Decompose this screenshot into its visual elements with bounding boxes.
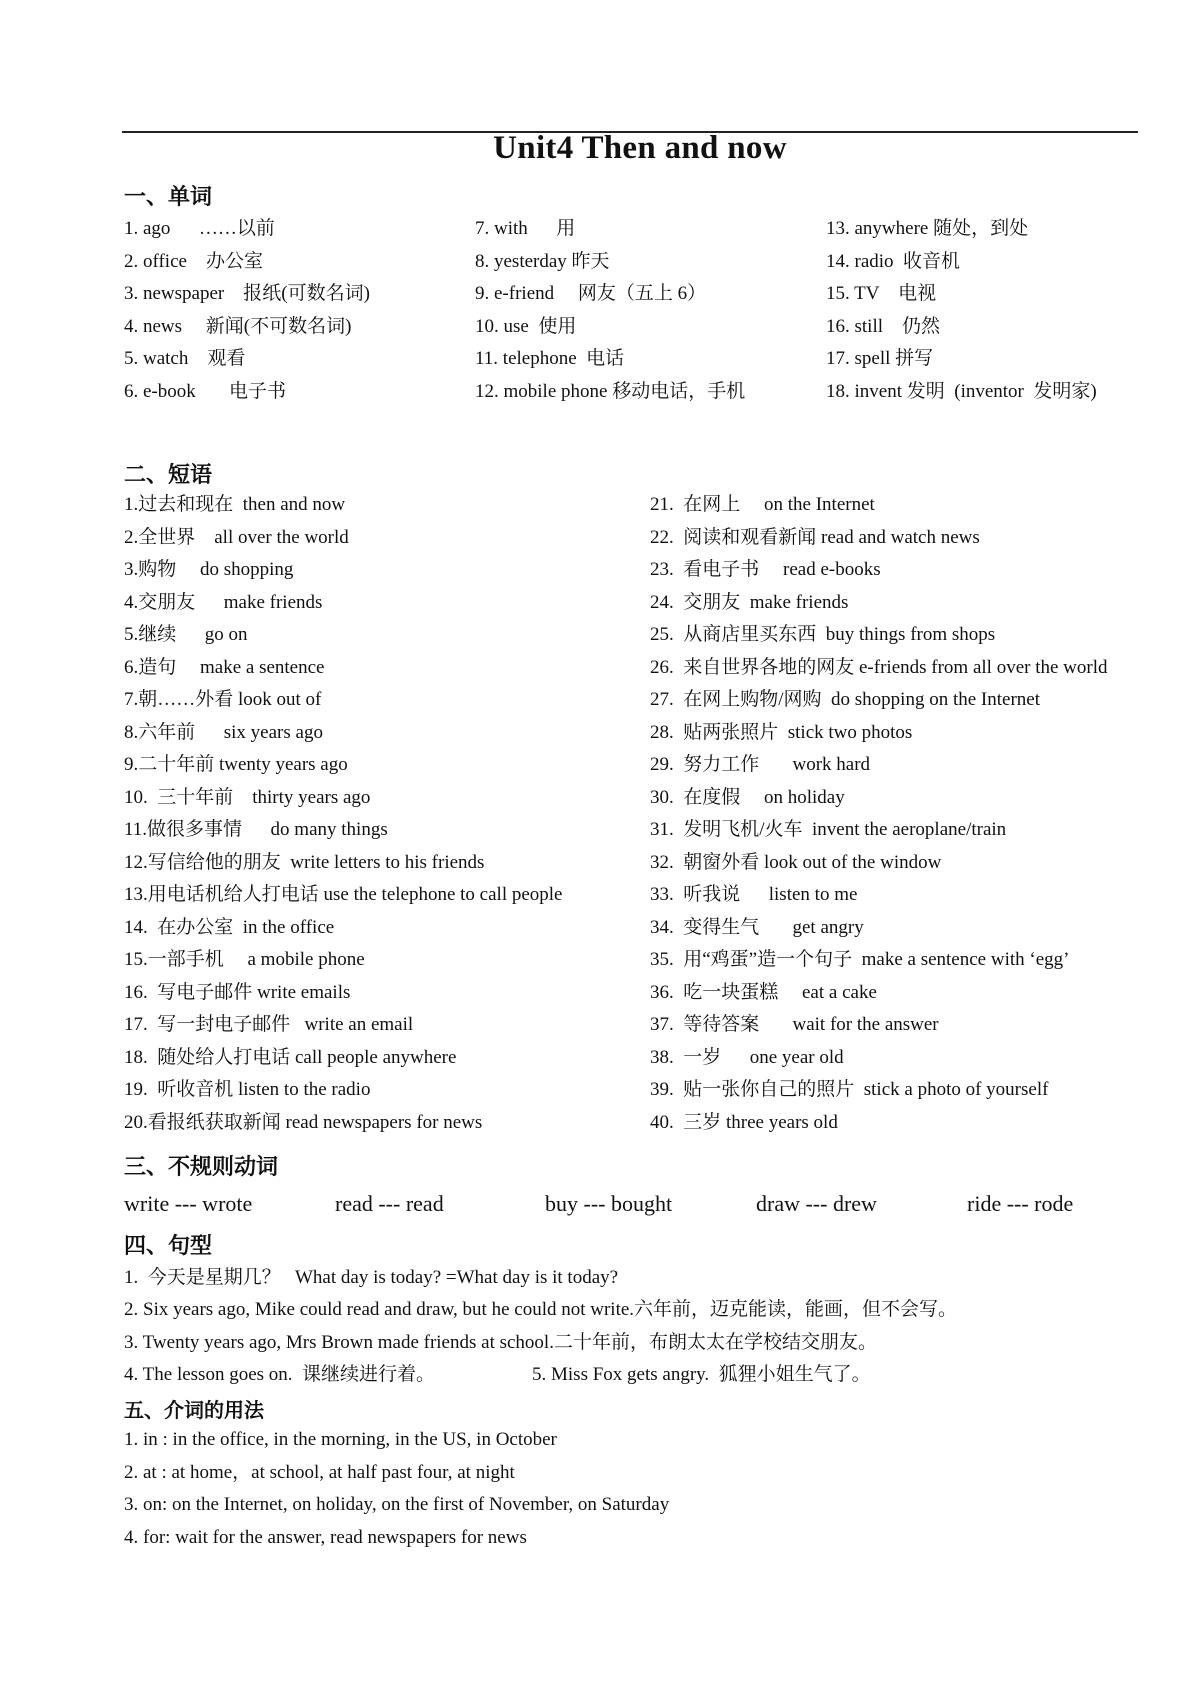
phrase-item: 16. 写电子邮件 write emails <box>124 981 351 1003</box>
sentence-item: 5. Miss Fox gets angry. 狐狸小姐生气了。 <box>532 1364 871 1385</box>
phrase-item: 33. 听我说 listen to me <box>650 884 858 905</box>
word-item: 17. spell 拼写 <box>826 348 934 369</box>
phrase-item: 28. 贴两张照片 stick two photos <box>650 721 913 743</box>
preposition-item: 3. on: on the Internet, on holiday, on the first of November, on Saturday <box>124 1494 670 1515</box>
phrase-item: 4.交朋友 make friends <box>124 591 323 613</box>
phrase-item: 34. 变得生气 get angry <box>650 916 864 938</box>
phrase-item: 36. 吃一块蛋糕 eat a cake <box>650 981 877 1003</box>
phrase-item: 18. 随处给人打电话 call people anywhere <box>124 1046 457 1068</box>
phrase-item: 7.朝……外看 look out of <box>124 689 322 710</box>
phrase-item: 23. 看电子书 read e-books <box>650 559 881 580</box>
phrase-item: 26. 来自世界各地的网友 e-friends from all over the world <box>650 656 1108 678</box>
phrase-item: 38. 一岁 one year old <box>650 1046 844 1068</box>
phrase-item: 25. 从商店里买东西 buy things from shops <box>650 624 996 645</box>
sentence-item: 2. Six years ago, Mike could read and draw, but he could not write.六年前，迈克能读，能画，但不会写。 <box>124 1299 958 1320</box>
phrase-item: 32. 朝窗外看 look out of the window <box>650 851 942 873</box>
preposition-item: 4. for: wait for the answer, read newspapers for news <box>124 1527 527 1548</box>
sentence-item: 4. The lesson goes on. 课继续进行着。 <box>124 1364 436 1385</box>
page-title: Unit4 Then and now <box>493 130 787 166</box>
word-item: 2. office 办公室 <box>124 250 263 272</box>
irregular-verb: write --- wrote <box>124 1191 253 1216</box>
irregular-verb: ride --- rode <box>967 1191 1074 1216</box>
word-item: 6. e-book 电子书 <box>124 380 287 402</box>
word-item: 13. anywhere 随处，到处 <box>826 218 1029 239</box>
sentence-item: 3. Twenty years ago, Mrs Brown made friends at school.二十年前，布朗太太在学校结交朋友。 <box>124 1332 877 1353</box>
section-heading-sentences: 四、句型 <box>124 1234 213 1259</box>
irregular-verb: read --- read <box>335 1191 444 1216</box>
phrase-item: 3.购物 do shopping <box>124 559 294 580</box>
word-item: 8. yesterday 昨天 <box>475 250 610 272</box>
phrase-item: 31. 发明飞机/火车 invent the aeroplane/train <box>650 819 1007 840</box>
phrase-item: 37. 等待答案 wait for the answer <box>650 1014 939 1035</box>
phrase-item: 2.全世界 all over the world <box>124 526 349 548</box>
phrase-item: 17. 写一封电子邮件 write an email <box>124 1014 414 1035</box>
phrase-item: 19. 听收音机 listen to the radio <box>124 1079 371 1100</box>
phrase-item: 6.造句 make a sentence <box>124 656 325 678</box>
section-heading-irregular: 三、不规则动词 <box>124 1155 279 1180</box>
word-item: 1. ago ……以前 <box>124 218 275 239</box>
phrase-item: 24. 交朋友 make friends <box>650 591 849 613</box>
phrase-item: 39. 贴一张你自己的照片 stick a photo of yourself <box>650 1079 1049 1100</box>
phrase-item: 40. 三岁 three years old <box>650 1111 838 1133</box>
phrase-item: 15.一部手机 a mobile phone <box>124 949 365 970</box>
phrase-item: 29. 努力工作 work hard <box>650 754 871 775</box>
sentence-item: 1. 今天是星期几？ What day is today? =What day is it today? <box>124 1267 619 1288</box>
irregular-verb: draw --- drew <box>756 1191 877 1216</box>
word-item: 10. use 使用 <box>475 315 577 337</box>
phrase-item: 12.写信给他的朋友 write letters to his friends <box>124 851 485 873</box>
word-item: 15. TV 电视 <box>826 283 937 304</box>
word-item: 18. invent 发明 (inventor 发明家) <box>826 380 1097 402</box>
phrase-item: 11.做很多事情 do many things <box>124 819 388 840</box>
phrase-item: 20.看报纸获取新闻 read newspapers for news <box>124 1111 483 1133</box>
phrase-item: 22. 阅读和观看新闻 read and watch news <box>650 526 980 548</box>
phrase-item: 30. 在度假 on holiday <box>650 786 845 808</box>
word-item: 12. mobile phone 移动电话，手机 <box>475 380 746 402</box>
phrase-item: 35. 用“鸡蛋”造一个句子 make a sentence with ‘egg’ <box>650 949 1070 970</box>
word-item: 16. still 仍然 <box>826 315 941 337</box>
word-item: 4. news 新闻(不可数名词) <box>124 315 352 337</box>
word-item: 3. newspaper 报纸(可数名词) <box>124 283 370 304</box>
phrase-item: 21. 在网上 on the Internet <box>650 494 875 515</box>
phrase-item: 13.用电话机给人打电话 use the telephone to call people <box>124 884 563 905</box>
section-heading-phrases: 二、短语 <box>124 463 213 488</box>
section-heading-prepositions: 五、介词的用法 <box>124 1398 264 1422</box>
word-item: 9. e-friend 网友（五上 6） <box>475 283 707 304</box>
section-heading-words: 一、单词 <box>124 185 213 210</box>
phrase-item: 10. 三十年前 thirty years ago <box>124 786 371 808</box>
phrase-item: 9.二十年前 twenty years ago <box>124 754 348 775</box>
preposition-item: 1. in : in the office, in the morning, in the US, in October <box>124 1429 557 1450</box>
phrase-item: 5.继续 go on <box>124 624 248 645</box>
word-item: 5. watch 观看 <box>124 348 246 369</box>
phrase-item: 27. 在网上购物/网购 do shopping on the Internet <box>650 689 1040 710</box>
word-item: 14. radio 收音机 <box>826 250 961 272</box>
phrase-item: 1.过去和现在 then and now <box>124 494 346 515</box>
irregular-verb: buy --- bought <box>545 1191 673 1216</box>
word-item: 11. telephone 电话 <box>475 348 625 369</box>
preposition-item: 2. at : at home，at school, at half past four, at night <box>124 1462 515 1483</box>
phrase-item: 8.六年前 six years ago <box>124 721 323 743</box>
word-item: 7. with 用 <box>475 218 576 239</box>
phrase-item: 14. 在办公室 in the office <box>124 916 335 938</box>
